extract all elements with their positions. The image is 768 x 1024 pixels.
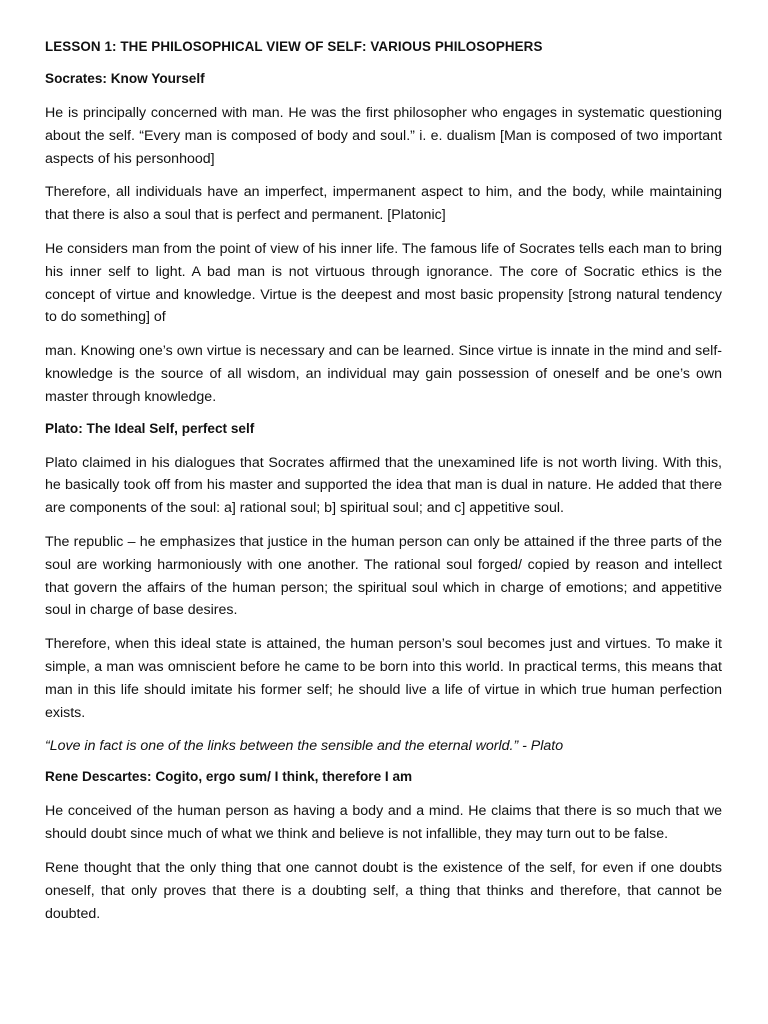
socrates-paragraph-4: man. Knowing one’s own virtue is necessary and can be learned. Since virtue is innate in the mind and self-knowledge is the source of all wisdom, an individual may gain possession of oneself and be one’s own master through knowledge. bbox=[45, 343, 722, 405]
plato-heading: Plato: The Ideal Self, perfect self bbox=[45, 420, 255, 436]
descartes-paragraph-2: Rene thought that the only thing that one cannot doubt is the existence of the self, for even if one doubts oneself, that only proves that there is a doubting self, a thing that thinks and therefore, that cannot be doubted. bbox=[45, 859, 722, 922]
plato-paragraph-1: Plato claimed in his dialogues that Socrates affirmed that the unexamined life is not worth living. With this, he basically took off from his master and supported the idea that man is dual in nature. He added that there are components of the soul: a] rational soul; b] spiritual soul; and c] appetitive soul. bbox=[45, 454, 722, 517]
socrates-heading: Socrates: Know Yourself bbox=[45, 71, 205, 86]
socrates-paragraph-3: He considers man from the point of view of his inner life. The famous life of Socrates tells each man to bring his inner self to light. A bad man is not virtuous through ignorance. The core of Socratic ethics is the concept of virtue and knowledge. Virtue is the deepest and most basic propensity [strong natural tendency to do something] of bbox=[45, 240, 722, 326]
socrates-paragraph-1: He is principally concerned with man. He was the first philosopher who engages in systematic questioning about the self. “Every man is composed of body and soul.” i. e. dualism [Man is composed of two important aspects of his personhood] bbox=[45, 105, 722, 167]
document-page bbox=[45, 38, 722, 936]
plato-quote: “Love in fact is one of the links between the sensible and the eternal world.” - Plato bbox=[45, 738, 564, 755]
lesson-title: LESSON 1: THE PHILOSOPHICAL VIEW OF SELF: VARIOUS PHILOSOPHERS bbox=[45, 39, 543, 54]
plato-paragraph-3: Therefore, when this ideal state is attained, the human person’s soul becomes just and virtues. To make it simple, a man was omniscient before he came to be born into this world. In practical terms, this means that man in this life should imitate his former self; he should live a life of virtue in which true human perfection exists. bbox=[45, 636, 722, 721]
socrates-paragraph-2: Therefore, all individuals have an imperfect, impermanent aspect to him, and the body, while maintaining that there is also a soul that is perfect and permanent. [Platonic] bbox=[45, 184, 722, 224]
plato-paragraph-2: The republic – he emphasizes that justice in the human person can only be attained if the three parts of the soul are working harmoniously with one another. The rational soul forged/ copied by reason and intellect that govern the affairs of the human person; the spiritual soul which in charge of emotions; and appetitive soul in charge of base desires. bbox=[45, 533, 722, 619]
descartes-paragraph-1: He conceived of the human person as having a body and a mind. He claims that there is so much that we should doubt since much of what we think and believe is not infallible, they may turn out to be false. bbox=[45, 803, 722, 843]
descartes-heading: Rene Descartes: Cogito, ergo sum/ I think, therefore I am bbox=[45, 769, 413, 785]
